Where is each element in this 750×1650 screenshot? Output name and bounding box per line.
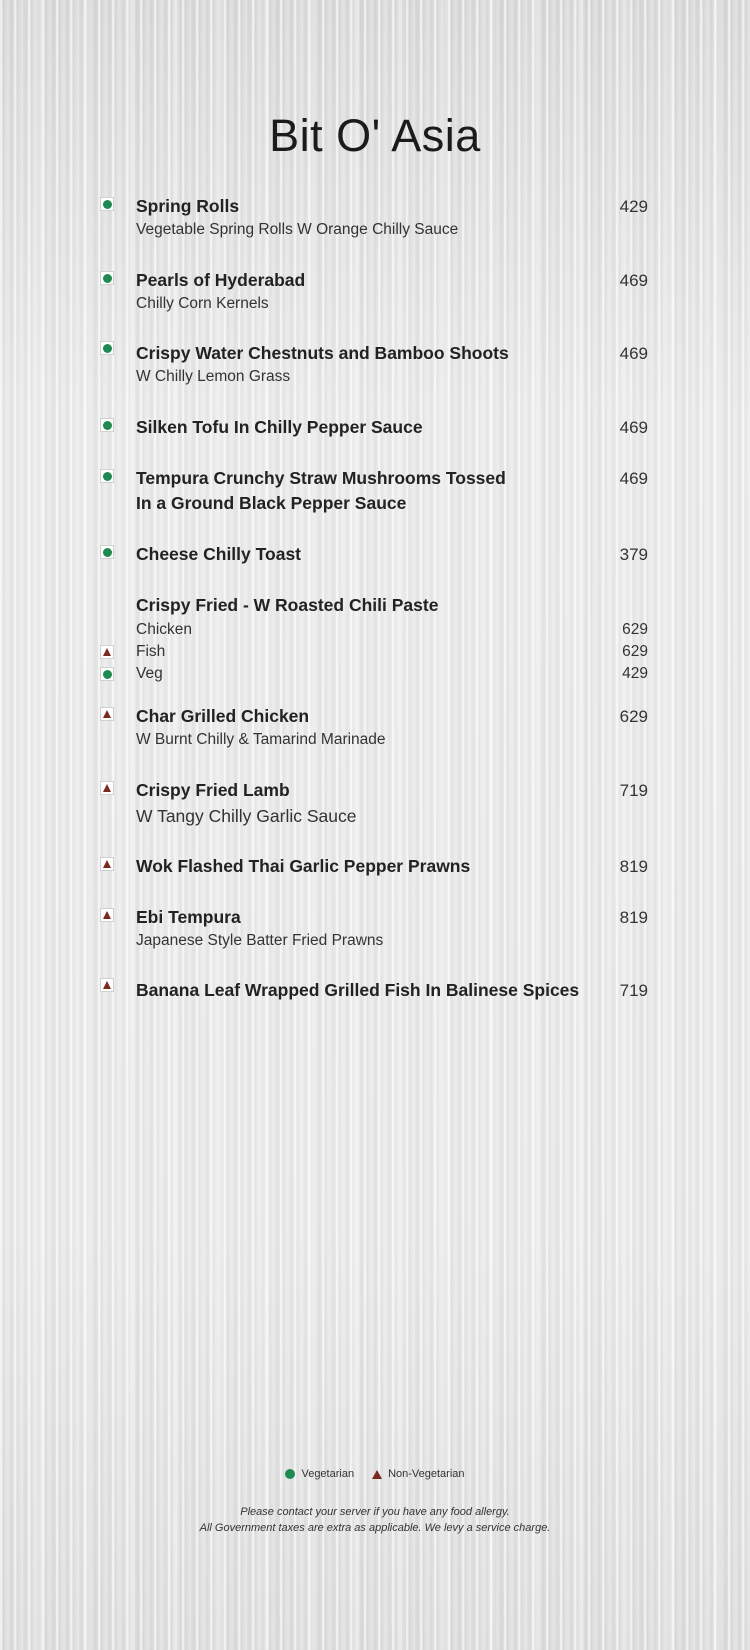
item-name: Pearls of Hyderabad <box>136 270 306 290</box>
veg-icon <box>100 197 114 211</box>
footer-tax-note: All Government taxes are extra as applicable. We levy a service charge. <box>199 1522 551 1534</box>
item-description: Japanese Style Batter Fried Prawns <box>136 932 384 949</box>
item-name: Spring Rolls <box>136 196 240 216</box>
veg-icon <box>100 271 114 285</box>
veg-icon <box>100 545 114 559</box>
non-veg-icon <box>100 645 114 659</box>
menu-item-crispy-fried-roasted-chili <box>100 593 650 685</box>
menu-item-crispy-fried-lamb <box>100 778 650 829</box>
option-label: Veg <box>136 665 163 682</box>
item-description: Chilly Corn Kernels <box>136 295 269 312</box>
veg-icon <box>100 418 114 432</box>
menu-item-pearls-of-hyderabad <box>100 268 650 315</box>
veg-dot-icon <box>285 1469 295 1479</box>
veg-icon <box>100 667 114 681</box>
item-name: Banana Leaf Wrapped Grilled Fish In Balinese Spices <box>136 980 580 1000</box>
item-description: Vegetable Spring Rolls W Orange Chilly Sauce <box>136 221 459 238</box>
item-name: Char Grilled Chicken <box>136 706 310 726</box>
option-row-fish <box>100 641 650 663</box>
menu-item-char-grilled-chicken <box>100 704 650 751</box>
legend-veg <box>285 1468 354 1480</box>
item-price: 379 <box>619 545 648 564</box>
menu-item-tempura-straw-mushrooms <box>100 466 650 516</box>
item-price: 469 <box>619 344 648 363</box>
item-price: 719 <box>619 781 648 800</box>
diet-legend <box>0 1468 750 1480</box>
option-row-veg <box>100 663 650 685</box>
item-description: W Chilly Lemon Grass <box>136 368 291 385</box>
footer-notes <box>0 1504 750 1536</box>
item-price: 629 <box>619 707 648 726</box>
item-name: Crispy Fried - W Roasted Chili Paste <box>136 595 439 615</box>
option-price: 629 <box>622 643 648 660</box>
item-name-line1: Tempura Crunchy Straw Mushrooms Tossed <box>136 468 506 488</box>
non-veg-icon <box>100 707 114 721</box>
item-price: 469 <box>619 271 648 290</box>
legend-non-veg <box>372 1468 464 1480</box>
veg-icon <box>100 341 114 355</box>
non-veg-icon <box>100 857 114 871</box>
non-veg-icon <box>100 978 114 992</box>
item-price: 469 <box>619 418 648 437</box>
legend-non-veg-label: Non-Vegetarian <box>388 1468 465 1480</box>
option-price: 629 <box>622 621 648 638</box>
item-name: Crispy Water Chestnuts and Bamboo Shoots <box>136 343 509 363</box>
menu-item-banana-leaf-fish <box>100 978 650 1003</box>
option-label: Fish <box>136 643 166 660</box>
item-name: Ebi Tempura <box>136 907 241 927</box>
item-price: 469 <box>619 469 648 488</box>
option-row-chicken <box>100 619 650 641</box>
non-veg-triangle-icon <box>372 1470 382 1479</box>
item-name: Crispy Fried Lamb <box>136 780 290 800</box>
item-name: Silken Tofu In Chilly Pepper Sauce <box>136 417 423 437</box>
item-name: Wok Flashed Thai Garlic Pepper Prawns <box>136 856 471 876</box>
option-label: Chicken <box>136 621 192 638</box>
page-title: Bit O' Asia <box>269 110 481 161</box>
item-name: Cheese Chilly Toast <box>136 544 302 564</box>
menu-item-spring-rolls <box>100 194 650 241</box>
menu-item-crispy-water-chestnuts <box>100 341 650 388</box>
item-price: 819 <box>619 857 648 876</box>
non-veg-icon <box>100 908 114 922</box>
menu-item-wok-flashed-prawns <box>100 854 650 879</box>
menu-item-ebi-tempura <box>100 905 650 952</box>
legend-veg-label: Vegetarian <box>301 1468 355 1480</box>
item-description: W Burnt Chilly & Tamarind Marinade <box>136 731 386 748</box>
non-veg-icon <box>100 781 114 795</box>
item-name <box>136 466 590 516</box>
item-description: W Tangy Chilly Garlic Sauce <box>136 806 357 826</box>
footer-allergy-note: Please contact your server if you have any food allergy. <box>240 1506 510 1518</box>
item-name-line2: In a Ground Black Pepper Sauce <box>136 493 407 513</box>
option-price: 429 <box>622 665 648 682</box>
menu-item-silken-tofu <box>100 415 650 440</box>
menu-item-cheese-chilly-toast <box>100 542 650 567</box>
item-price: 819 <box>619 908 648 927</box>
veg-icon <box>100 469 114 483</box>
item-price: 719 <box>619 981 648 1000</box>
item-price: 429 <box>619 197 648 216</box>
